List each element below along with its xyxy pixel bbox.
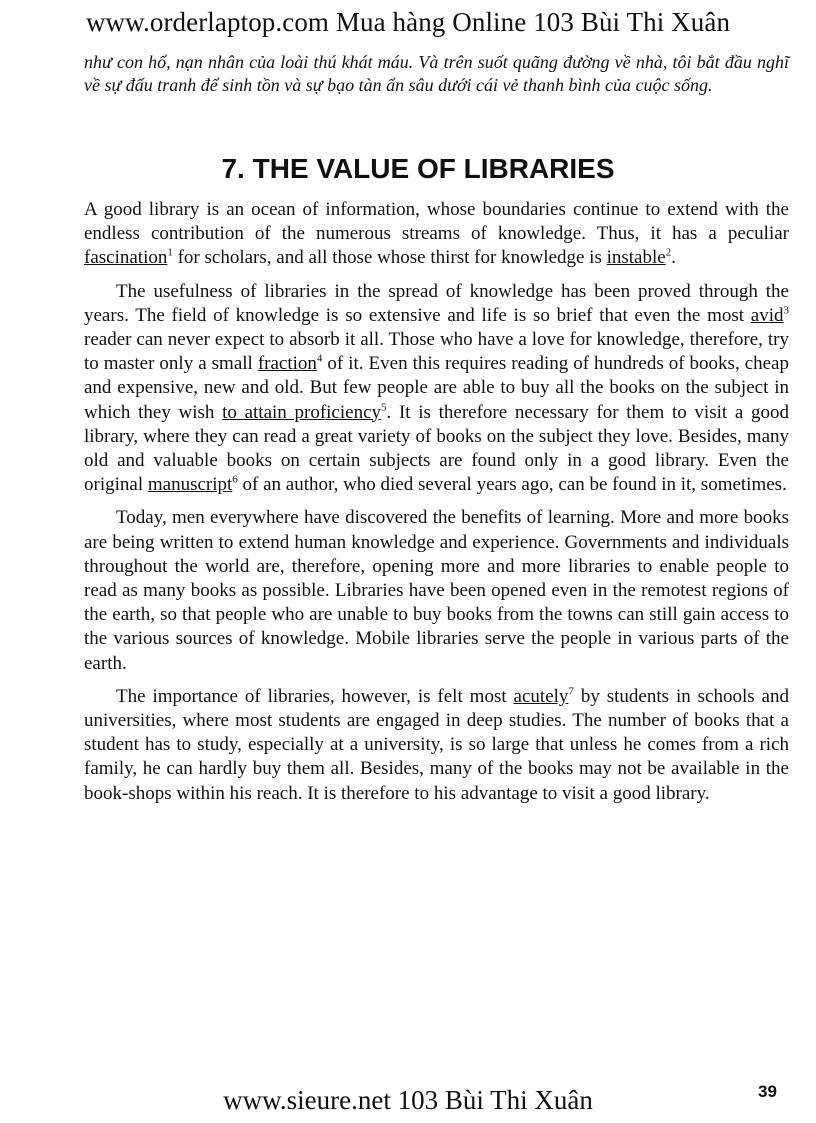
footnote-mark: 3 — [783, 304, 789, 317]
watermark-footer: www.sieure.net 103 Bùi Thi Xuân — [223, 1085, 593, 1115]
paragraph-2: The usefulness of libraries in the spread of knowledge has been proved through the years. The field of knowledge is so extensive and life is so brief that even the most avid$^3$ reader can never expect to absorb it all. Those who have a love for knowledge, therefore, try to master only a small fraction$^4$ of it. Even this requires reading of hundreds of books, cheap and expensive, new and old. But few people are able to buy all the books on the subject in which they wish to attain proficiency$^5$. It is therefore necessary for them to visit a good library, where they can read a great variety of books on the subject they love. Besides, many old and valuable books on certain subjects are found only in a good library. Even the original manuscript$^6$ of an author, who died several years ago, can be found in it, sometimes. — [84, 280, 789, 496]
footnote-mark: 2 — [665, 247, 672, 260]
page-number: 39 — [758, 1082, 777, 1101]
intro-paragraph: như con hổ, nạn nhân của loài thú khát máu. Và trên suốt quãng đường về nhà, tôi bắt đầu nghĩ về sự đấu tranh để sinh tồn và sự bạo tàn ẩn sâu dưới cái vẻ thanh bình của cuộc sống. — [84, 52, 789, 95]
footnote-mark: 4 — [316, 352, 323, 365]
paragraph-1: A good library is an ocean of information, whose boundaries continue to extend with the endless contribution of the numerous streams of knowledge. Thus, it has a peculiar fascination$^1$ for scholars, and all those whose thirst for knowledge is instable$^2$. — [84, 199, 789, 269]
footnote-mark: 1 — [167, 247, 173, 260]
footnote-mark: 7 — [568, 685, 574, 698]
vocab-manuscript: manuscript — [147, 474, 233, 496]
article-body — [84, 198, 789, 815]
paragraph-3: Today, men everywhere have discovered the benefits of learning. More and more books are being written to extend human knowledge and experience. Governments and individuals throughout the world are, therefore, opening more and more libraries to enable people to read as many books as possible. Libraries have been opened even in the remotest regions of the earth, so that people who are unable to buy books from the towns can still gain access to the various sources of knowledge. Mobile libraries serve the people in various parts of the earth. — [84, 507, 789, 674]
watermark-header: www.orderlaptop.com Mua hàng Online 103 Bùi Thi Xuân — [85, 7, 731, 37]
vocab-acutely: acutely — [513, 685, 569, 707]
footnote-mark: 5 — [381, 401, 387, 414]
vocab-fraction: fraction — [257, 353, 317, 375]
paragraph-4: The importance of libraries, however, is felt most acutely$^7$ by students in schools and universities, where most students are engaged in deep studies. The number of books that a student has to study, especially at a university, is so large that unless he comes from a rich family, he can hardly buy them all. Besides, many of the books may not be available in the book-shops within his reach. It is therefore to his advantage to visit a good library. — [84, 685, 789, 804]
vocab-avid: avid — [750, 304, 784, 326]
footnote-mark: 6 — [232, 473, 238, 486]
vocab-instable: instable — [606, 247, 666, 269]
section-title: 7. THE VALUE OF LIBRARIES — [221, 153, 615, 184]
vocab-attain-proficiency: to attain proficiency — [222, 401, 382, 423]
vocab-fascination: fascination — [84, 247, 168, 269]
